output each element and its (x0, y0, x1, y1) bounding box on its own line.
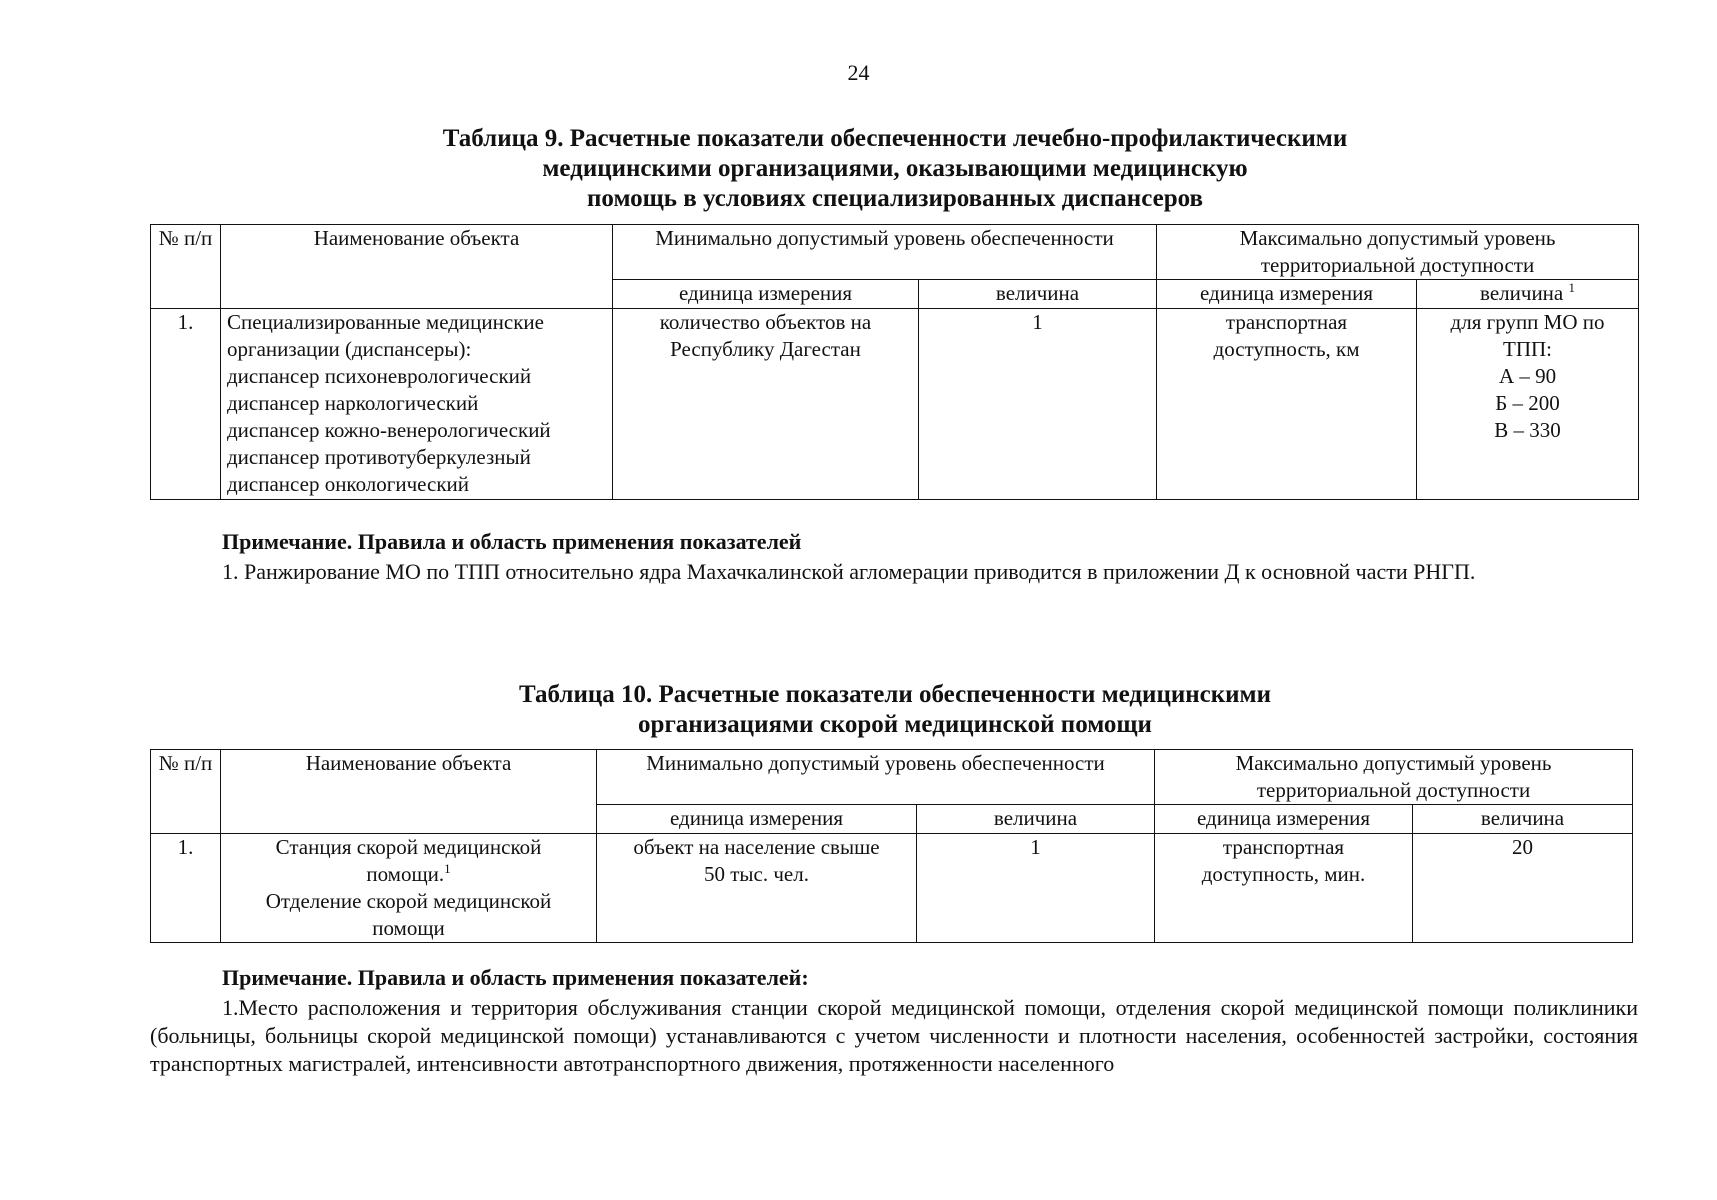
row-min-unit-line: 50 тыс. чел. (704, 862, 809, 886)
table10 (150, 749, 1633, 943)
row-num: 1. (151, 834, 221, 943)
header-min-group: Минимально допустимый уровень обеспеченности (597, 750, 1155, 805)
row-max-value (1417, 309, 1639, 500)
row-min-unit-line: Республику Дагестан (670, 337, 861, 361)
row-name-text: помощи. (366, 862, 445, 886)
row-max-unit (1157, 309, 1417, 500)
header-value: величина (919, 280, 1157, 309)
header-value: величина (917, 805, 1155, 834)
header-unit: единица измерения (597, 805, 917, 834)
row-min-unit-line: количество объектов на (659, 310, 872, 334)
header-min-group: Минимально допустимый уровень обеспеченности (613, 225, 1157, 280)
row-name-line: Отделение скорой медицинской (265, 889, 552, 913)
row-name (221, 309, 613, 500)
header-num: № п/п (151, 750, 221, 834)
header-unit2: единица измерения (1157, 280, 1417, 309)
table9-note-text: 1. Ранжирование МО по ТПП относительно ядра Махачкалинской агломерации приводится в приложении Д к основной части РНГП. (222, 559, 1476, 584)
table9-title (150, 124, 1640, 214)
header-max-group: Максимально допустимый уровень территориальной доступности (1157, 225, 1639, 280)
row-min-unit (597, 834, 917, 943)
header-num: № п/п (151, 225, 221, 309)
header-unit2: единица измерения (1155, 805, 1413, 834)
row-min-unit-line: объект на население свыше (633, 835, 880, 859)
table10-title (150, 680, 1640, 740)
row-min-value: 1 (919, 309, 1157, 500)
row-max-unit-line: доступность, мин. (1201, 862, 1366, 886)
row-name (221, 834, 597, 943)
table9-title-line: медицинскими организациями, оказывающими медицинскую (542, 155, 1248, 182)
row-name-line: диспансер психоневрологический (227, 364, 532, 388)
row-num: 1. (151, 309, 221, 500)
header-unit: единица измерения (613, 280, 919, 309)
row-name-line: Станция скорой медицинской (275, 835, 542, 859)
table9-title-line: Таблица 9. Расчетные показатели обеспеченности лечебно-профилактическими (442, 125, 1348, 152)
page-number: 24 (847, 60, 870, 85)
table10-title-line: организациями скорой медицинской помощи (638, 711, 1152, 738)
row-name-line: диспансер противотуберкулезный (227, 445, 531, 469)
row-max-unit (1155, 834, 1413, 943)
row-name-line: Специализированные медицинские (227, 310, 544, 334)
row-max-unit-line: транспортная (1222, 835, 1345, 859)
header-value2: величина (1413, 805, 1633, 834)
row-name-line: диспансер онкологический (227, 472, 470, 496)
row-max-unit-line: доступность, км (1213, 337, 1360, 361)
header-name: Наименование объекта (221, 750, 597, 834)
table9-note-heading: Примечание. Правила и область применения показателей (222, 529, 802, 554)
table9 (150, 224, 1639, 500)
row-max-unit-line: транспортная (1225, 310, 1348, 334)
footnote-ref: 1 (1568, 280, 1575, 295)
row-max-value-line: А – 90 (1498, 364, 1557, 388)
header-value2-label: величина (1480, 281, 1564, 305)
row-name-line: диспансер наркологический (227, 391, 479, 415)
table10-note-text: 1.Место расположения и территория обслуживания станции скорой медицинской помощи, отделения скорой медицинской помощи поликлиники (больницы, больницы скорой медицинской помощи) устанавливаются с учетом численности и плотности населения, особенностей застройки, состояния транспортных магистралей, интенсивности автотранспортного движения, протяженности населенного (150, 995, 1638, 1076)
header-max-group: Максимально допустимый уровень территориальной доступности (1155, 750, 1633, 805)
row-min-value: 1 (917, 834, 1155, 943)
row-max-value-line: для групп МО по (1450, 310, 1605, 334)
footnote-ref: 1 (444, 861, 451, 876)
table-row (151, 834, 1633, 943)
row-name-line: диспансер кожно-венерологический (227, 418, 551, 442)
header-name: Наименование объекта (221, 225, 613, 309)
row-max-value-line: В – 330 (1494, 418, 1561, 442)
header-value2 (1417, 280, 1639, 309)
row-name-line: организации (диспансеры): (227, 337, 472, 361)
table10-note-heading: Примечание. Правила и область применения показателей: (222, 965, 809, 990)
table10-title-line: Таблица 10. Расчетные показатели обеспеченности медицинскими (519, 681, 1271, 708)
row-min-unit (613, 309, 919, 500)
table9-title-line: помощь в условиях специализированных диспансеров (587, 185, 1203, 212)
table-row (151, 309, 1639, 500)
row-name-line (227, 861, 590, 888)
row-max-value: 20 (1413, 834, 1633, 943)
row-name-line: помощи (372, 916, 445, 940)
row-max-value-line: ТПП: (1503, 337, 1553, 361)
row-max-value-line: Б – 200 (1495, 391, 1560, 415)
